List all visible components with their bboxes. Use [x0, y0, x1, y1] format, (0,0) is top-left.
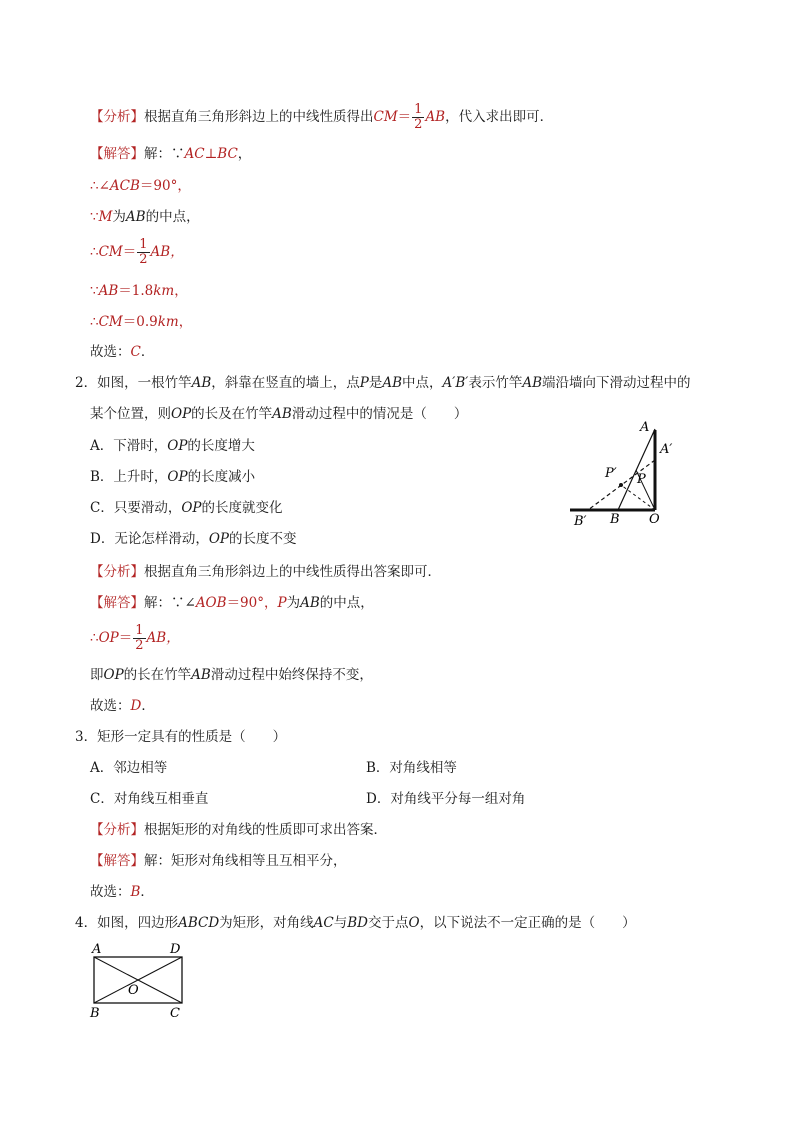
point-p2 [619, 483, 623, 487]
label-c: C [170, 1006, 180, 1021]
q2-stem-line2: 某个位置，则OP的长及在竹竿AB滑动过程中的情况是（ ） [90, 406, 468, 422]
label-o: O [128, 983, 139, 998]
q1-line-cm-value: ∴CM＝0.9km， [90, 314, 193, 330]
q1-solution-head: 【解答】解：∵AC⊥BC， [90, 146, 252, 162]
q3-solution: 【解答】解：矩形对角线相等且互相平分， [90, 853, 347, 869]
q1-analysis: 【分析】根据直角三角形斜边上的中线性质得出CM＝ $\frac{1}{2}$ AB，代入求出即可． [90, 102, 554, 132]
q2-option-b: B．上升时，OP的长度减小 [90, 469, 256, 485]
q4-stem: 4．如图，四边形ABCD为矩形，对角线AC与BD交于点O，以下说法不一定正确的是（ ） [75, 915, 636, 931]
q2-option-c: C．只要滑动，OP的长度就变化 [90, 500, 283, 516]
q1-line-angle: ∴∠ACB＝90°， [90, 178, 191, 194]
q3-option-c: C．对角线互相垂直 [90, 791, 209, 807]
q3-analysis: 【分析】根据矩形的对角线的性质即可求出答案． [90, 822, 387, 838]
fraction-one-half: $\frac{1}{2}$ [414, 102, 423, 132]
label-b-prime: B′ [574, 514, 587, 529]
q2-ladder-figure [560, 415, 690, 530]
q2-option-d: D．无论怎样滑动，OP的长度不变 [90, 531, 297, 547]
q1-line-midpoint: ∵M为AB的中点， [90, 209, 200, 225]
q2-line-conclusion: 即OP的长在竹竿AB滑动过程中始终保持不变， [90, 667, 373, 683]
q2-stem-line1: 2．如图，一根竹竿AB，斜靠在竖直的墙上，点P是AB中点，A′B′表示竹竿AB端沿墙向下滑动过程中的 [75, 375, 691, 391]
q1-answer: 故选：C． [90, 344, 155, 360]
q2-analysis: 【分析】根据直角三角形斜边上的中线性质得出答案即可． [90, 564, 441, 580]
label-a: A [92, 942, 102, 957]
fraction-one-half: $\frac{1}{2}$ [139, 237, 148, 267]
label-p: P [637, 472, 646, 487]
q4-rectangle-figure [84, 940, 194, 1022]
label-p-prime: P′ [605, 466, 617, 481]
q1-line-cm-half: ∴CM＝ $\frac{1}{2}$ AB， [90, 237, 184, 267]
q2-answer: 故选：D． [90, 698, 155, 714]
q2-option-a: A．下滑时，OP的长度增大 [90, 438, 255, 454]
q2-solution-head: 【解答】解：∵∠AOB＝90°，P为AB的中点， [90, 595, 374, 611]
label-b: B [610, 512, 620, 527]
q3-answer: 故选：B． [90, 884, 154, 900]
q2-line-op-half: ∴OP＝ $\frac{1}{2}$ AB， [90, 623, 180, 653]
q3-option-b: B．对角线相等 [366, 760, 457, 776]
segment-op2 [621, 485, 655, 510]
fraction-one-half: $\frac{1}{2}$ [135, 623, 144, 653]
label-d: D [170, 942, 181, 957]
label-o: O [649, 512, 660, 527]
q3-option-d: D．对角线平分每一组对角 [366, 791, 526, 807]
q1-line-ab-value: ∵AB＝1.8km， [90, 283, 188, 299]
q3-option-a: A．邻边相等 [90, 760, 168, 776]
label-a: A [640, 420, 650, 435]
label-a-prime: A′ [660, 442, 673, 457]
label-b: B [90, 1006, 100, 1021]
q3-stem: 3．矩形一定具有的性质是（ ） [75, 729, 287, 745]
